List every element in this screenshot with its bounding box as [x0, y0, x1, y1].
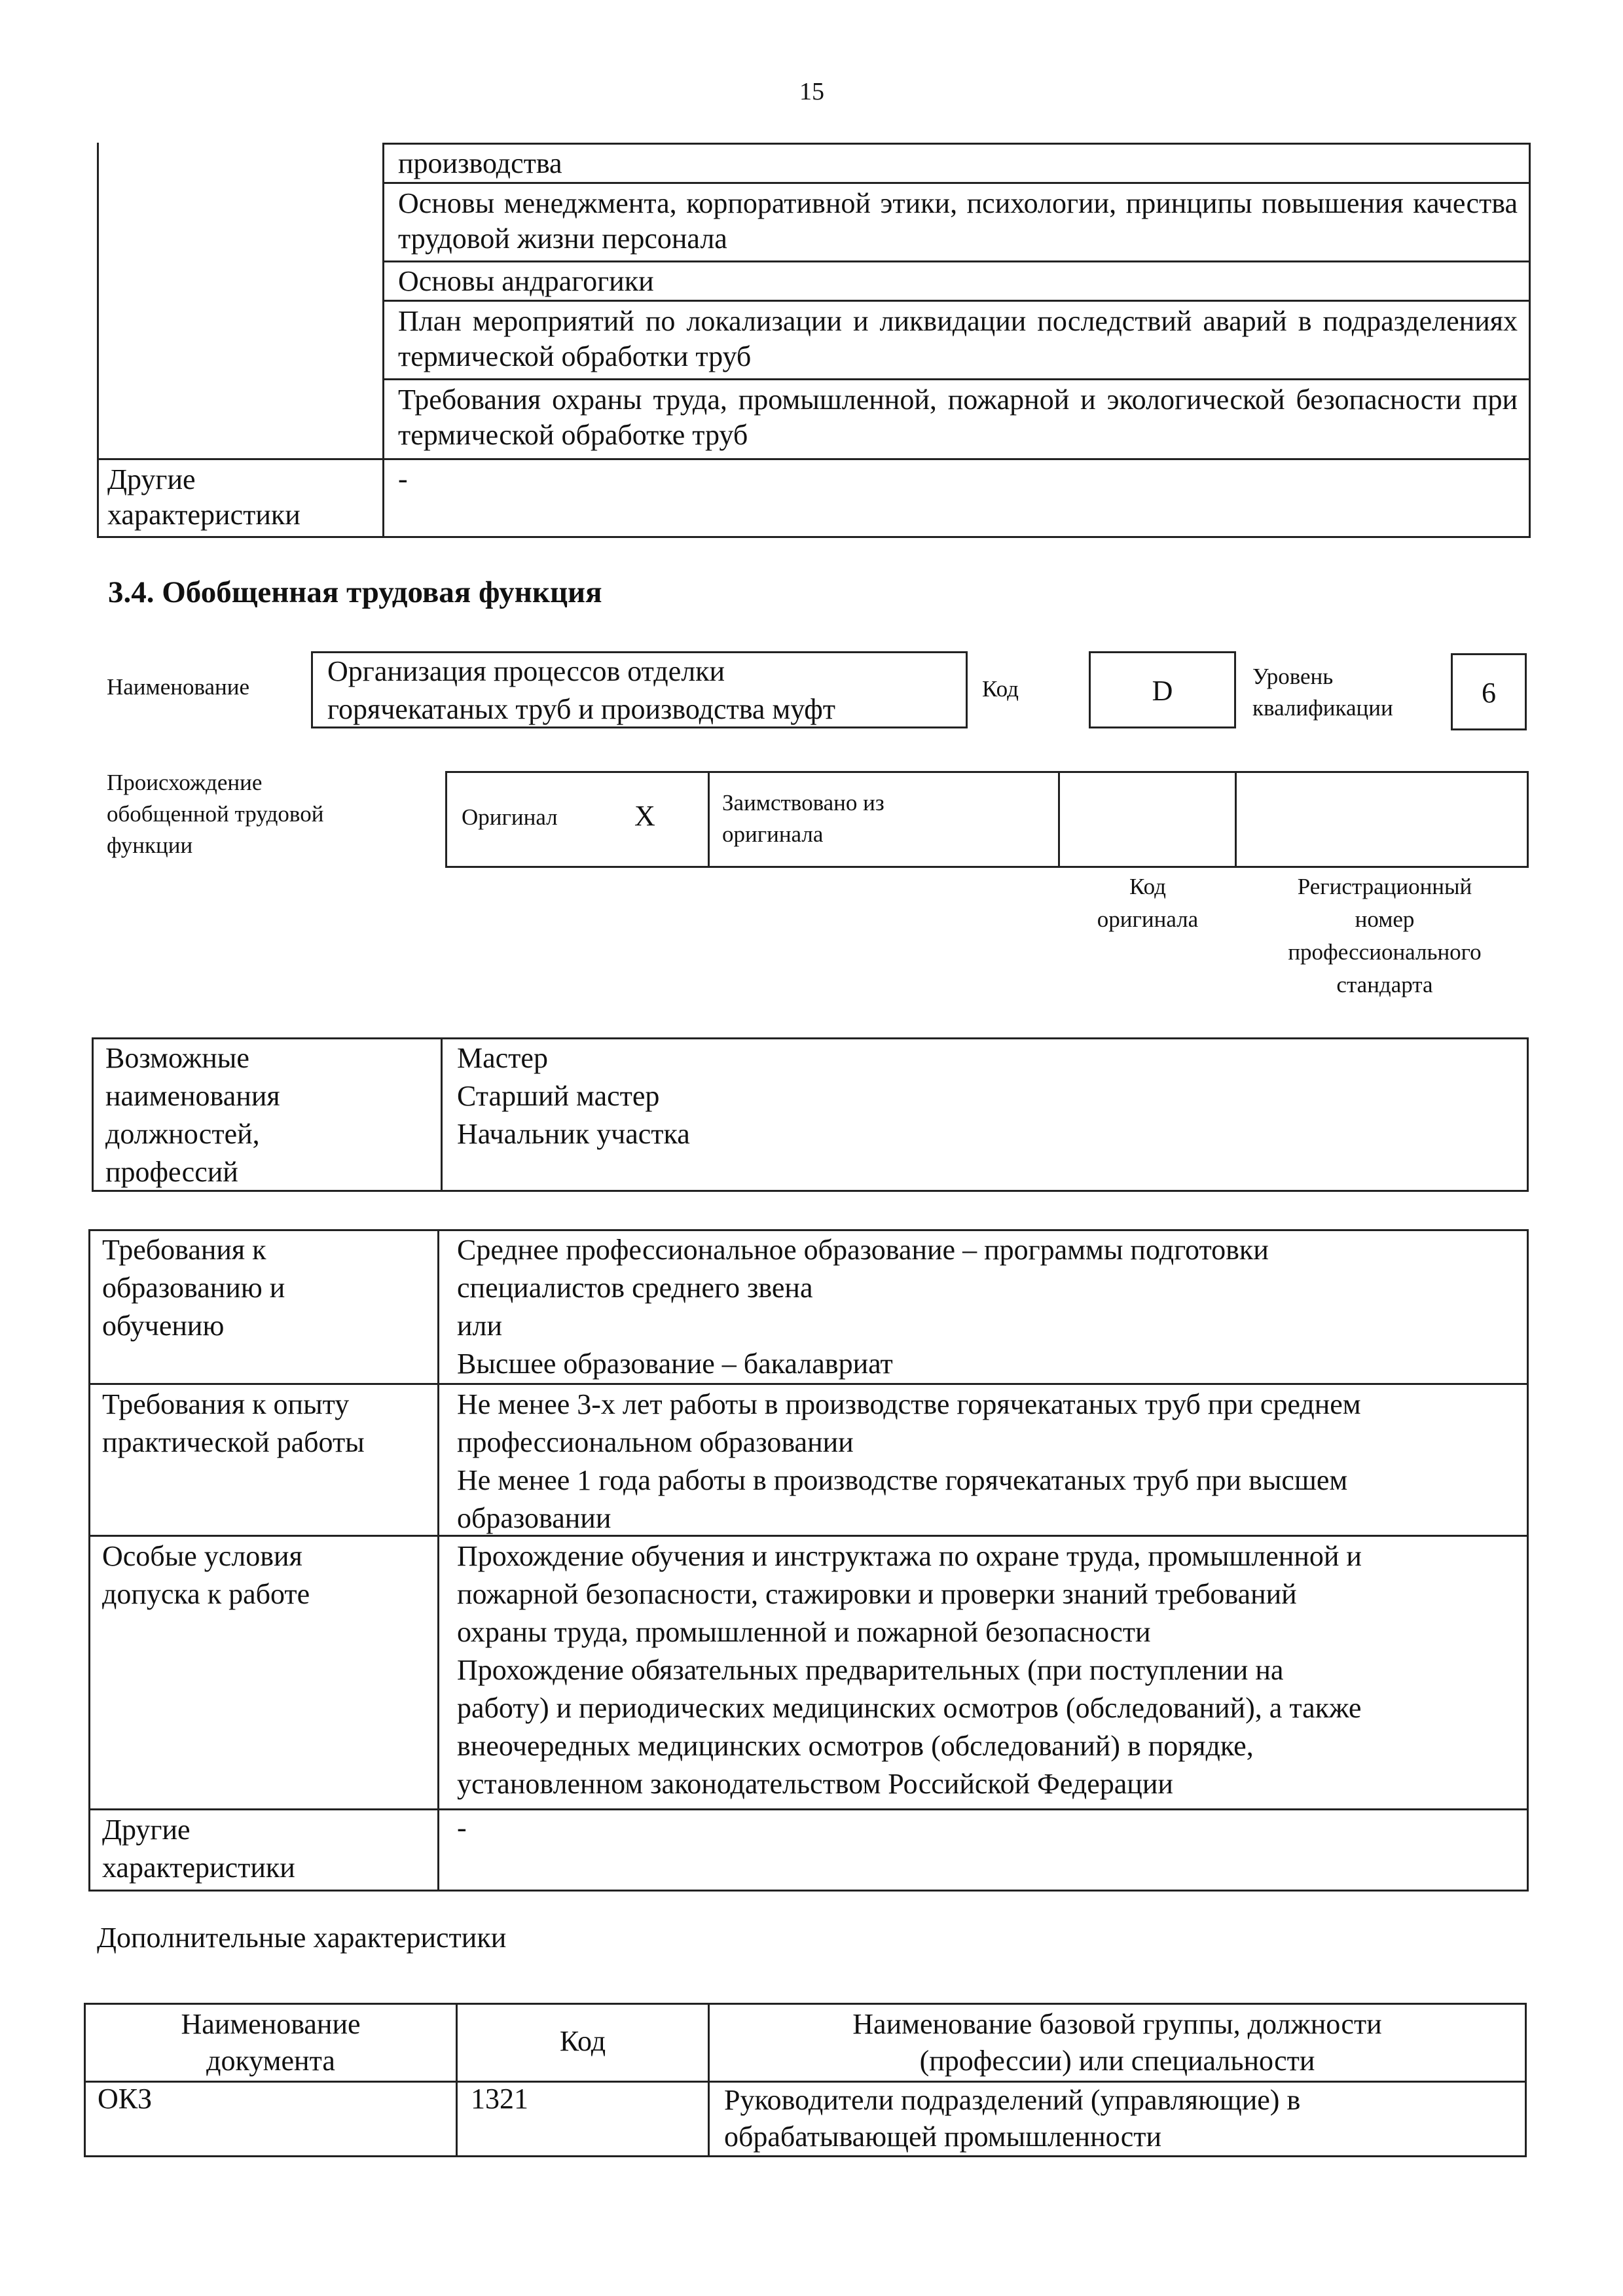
code-value: D — [1152, 675, 1173, 707]
value-line: образовании — [457, 1502, 611, 1534]
header-line: Наименование — [181, 2008, 361, 2040]
conditions-value — [457, 1537, 1362, 1803]
positions-table — [92, 1037, 1529, 1192]
registration-caption — [1237, 870, 1532, 1001]
name-box — [311, 651, 968, 728]
positions-label-line: должностей, — [105, 1118, 260, 1150]
caption-line: профессионального — [1288, 939, 1482, 965]
header-code: Код — [559, 2025, 606, 2057]
origin-label-line: Происхождение — [107, 770, 263, 795]
position-item: Мастер — [457, 1042, 548, 1074]
other-label — [102, 1811, 295, 1887]
row-line: обрабатывающей промышленности — [724, 2121, 1162, 2153]
code-box — [1089, 651, 1236, 728]
name-label: Наименование — [107, 674, 250, 700]
other-characteristics-value: - — [398, 463, 408, 495]
origin-label — [107, 767, 323, 861]
caption-line: номер — [1355, 906, 1415, 932]
position-item: Начальник участка — [457, 1118, 690, 1150]
requirements-table — [88, 1229, 1529, 1892]
label-line: Другие — [102, 1814, 191, 1846]
level-value: 6 — [1482, 677, 1496, 709]
knowledge-item: производства — [398, 147, 562, 179]
additional-title: Дополнительные характеристики — [97, 1922, 507, 1954]
positions-values — [457, 1039, 690, 1153]
label-line: обучению — [102, 1310, 225, 1342]
knowledge-item: План мероприятий по локализации и ликвидации последствий аварий в подразделениях термической обработки труб — [398, 305, 1518, 372]
name-line-2: горячекатаных труб и производства муфт — [327, 693, 835, 725]
value-line: Не менее 3-х лет работы в производстве горячекатаных труб при среднем — [457, 1388, 1361, 1420]
row-code: 1321 — [471, 2083, 528, 2115]
page-number: 15 — [799, 78, 824, 105]
code-label: Код — [982, 676, 1019, 702]
other-characteristics-label: Другие характеристики — [107, 463, 301, 531]
knowledge-item: Основы менеджмента, корпоративной этики, психологии, принципы повышения качества трудовой жизни персонала — [398, 187, 1518, 255]
value-line: Высшее образование – бакалавриат — [457, 1348, 893, 1380]
label-line: Требования к опыту — [102, 1388, 350, 1420]
other-value: - — [457, 1812, 467, 1844]
top-table — [97, 143, 1531, 538]
original-mark: X — [634, 800, 655, 832]
borrowed-label-line: оригинала — [722, 821, 824, 847]
header-line: Наименование базовой группы, должности — [852, 2008, 1382, 2040]
knowledge-item: Требования охраны труда, промышленной, пожарной и экологической безопасности при термической обработке труб — [398, 384, 1518, 451]
header-line: (профессии) или специальности — [919, 2045, 1315, 2077]
header-line: документа — [206, 2045, 335, 2077]
positions-label-line: профессий — [105, 1156, 238, 1188]
row-group-name — [724, 2082, 1300, 2155]
value-line: установленном законодательством Российской Федерации — [457, 1768, 1173, 1800]
section-heading: 3.4. Обобщенная трудовая функция — [108, 575, 602, 609]
header-document — [86, 2006, 456, 2079]
value-line: профессиональном образовании — [457, 1426, 854, 1458]
caption-line: оригинала — [1097, 906, 1199, 932]
position-item: Старший мастер — [457, 1080, 660, 1112]
positions-label-line: наименования — [105, 1080, 280, 1112]
row-line: Руководители подразделений (управляющие) в — [724, 2084, 1301, 2116]
experience-value — [457, 1386, 1361, 1537]
education-label — [102, 1231, 285, 1345]
level-label — [1252, 661, 1393, 724]
value-line: специалистов среднего звена — [457, 1272, 813, 1304]
header-group-name — [710, 2006, 1525, 2079]
borrowed-label — [722, 787, 884, 850]
value-line: Среднее профессиональное образование – программы подготовки — [457, 1234, 1269, 1266]
label-line: образованию и — [102, 1272, 285, 1304]
value-line: внеочередных медицинских осмотров (обследований) в порядке, — [457, 1730, 1254, 1762]
level-box — [1451, 653, 1527, 730]
label-line: Особые условия — [102, 1540, 302, 1572]
original-label: Оригинал — [462, 804, 558, 830]
borrowed-label-line: Заимствовано из — [722, 790, 884, 816]
value-line: пожарной безопасности, стажировки и проверки знаний требований — [457, 1578, 1297, 1610]
value-line: Не менее 1 года работы в производстве горячекатаных труб при высшем — [457, 1464, 1348, 1496]
value-line: Прохождение обучения и инструктажа по охране труда, промышленной и — [457, 1540, 1362, 1572]
name-line-1: Организация процессов отделки — [327, 655, 725, 687]
conditions-label — [102, 1537, 310, 1613]
value-line: или — [457, 1310, 503, 1342]
label-line: допуска к работе — [102, 1578, 310, 1610]
value-line: работу) и периодических медицинских осмотров (обследований), а также — [457, 1692, 1362, 1724]
value-line: охраны труда, промышленной и пожарной безопасности — [457, 1616, 1151, 1648]
caption-line: Регистрационный — [1297, 874, 1472, 899]
origin-table — [445, 771, 1529, 868]
origin-label-line: обобщенной трудовой — [107, 801, 324, 827]
level-label-line: квалификации — [1252, 695, 1393, 721]
row-document: ОКЗ — [98, 2083, 153, 2115]
experience-label — [102, 1386, 365, 1462]
original-code-caption — [1059, 870, 1236, 936]
caption-line: стандарта — [1336, 972, 1433, 997]
label-line: характеристики — [102, 1852, 295, 1884]
knowledge-item: Основы андрагогики — [398, 265, 654, 297]
positions-label-line: Возможные — [105, 1042, 249, 1074]
additional-table — [84, 2003, 1527, 2157]
caption-line: Код — [1129, 874, 1166, 899]
label-line: практической работы — [102, 1426, 365, 1458]
origin-label-line: функции — [107, 833, 193, 858]
value-line: Прохождение обязательных предварительных (при поступлении на — [457, 1654, 1284, 1686]
level-label-line: Уровень — [1252, 664, 1334, 689]
label-line: Требования к — [102, 1234, 266, 1266]
education-value — [457, 1231, 1269, 1383]
positions-label — [105, 1039, 280, 1191]
